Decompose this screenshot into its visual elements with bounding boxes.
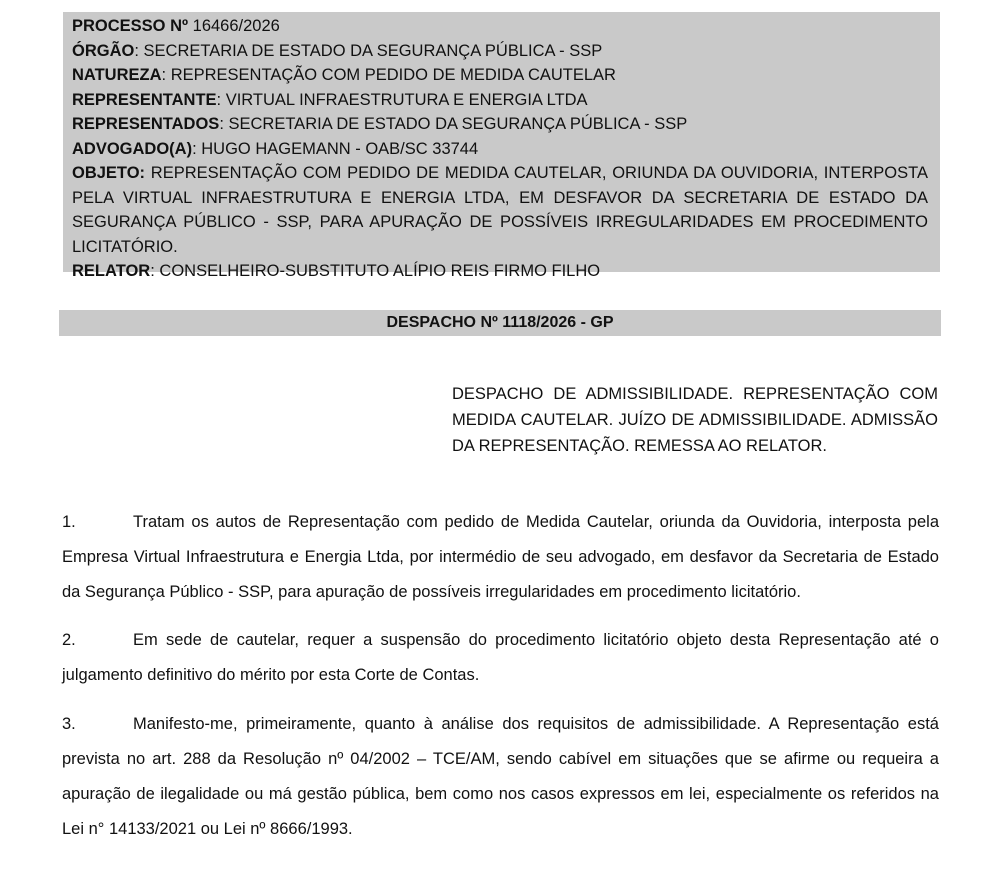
processo-label: PROCESSO Nº <box>72 17 189 35</box>
paragraph-1 <box>62 505 939 610</box>
natureza-label: NATUREZA <box>72 66 162 84</box>
objeto-label: OBJETO: <box>72 164 146 182</box>
natureza-value: : REPRESENTAÇÃO COM PEDIDO DE MEDIDA CAUTELAR <box>161 66 616 84</box>
relator-value: : CONSELHEIRO-SUBSTITUTO ALÍPIO REIS FIRMO FILHO <box>150 262 601 280</box>
paragraph-3 <box>62 707 939 847</box>
relator-label: RELATOR <box>72 262 151 280</box>
objeto-block <box>72 161 928 259</box>
advogado-label: ADVOGADO(A) <box>72 139 193 158</box>
orgao-line <box>72 39 928 64</box>
orgao-value: : SECRETARIA DE ESTADO DA SEGURANÇA PÚBLICA - SSP <box>134 41 603 60</box>
paragraph-text: Tratam os autos de Representação com pedido de Medida Cautelar, oriunda da Ouvidoria, interposta pela Empresa Virtual Infraestrutura e Energia Ltda, por intermédio de seu advogado, em desfavor da Secretaria de Estado da Segurança Público - SSP, para apuração de possíveis irregularidades em procedimento licitatório. <box>62 513 939 601</box>
paragraph-number: 1. <box>62 513 76 531</box>
representados-label: REPRESENTADOS <box>72 115 220 133</box>
representante-label: REPRESENTANTE <box>72 90 217 109</box>
advogado-value: : HUGO HAGEMANN - OAB/SC 33744 <box>192 139 479 158</box>
representados-value: : SECRETARIA DE ESTADO DA SEGURANÇA PÚBLICA - SSP <box>219 115 688 133</box>
advogado-line <box>72 137 928 162</box>
ementa-summary: DESPACHO DE ADMISSIBILIDADE. REPRESENTAÇÃO COM MEDIDA CAUTELAR. JUÍZO DE ADMISSIBILIDADE. ADMISSÃO DA REPRESENTAÇÃO. REMESSA AO RELATOR. <box>452 385 938 455</box>
paragraph-text: Em sede de cautelar, requer a suspensão do procedimento licitatório objeto desta Representação até o julgamento definitivo do mérito por esta Corte de Contas. <box>62 631 939 684</box>
representante-value: : VIRTUAL INFRAESTRUTURA E ENERGIA LTDA <box>216 90 588 109</box>
relator-line <box>72 259 928 284</box>
representados-line <box>72 112 928 137</box>
paragraph-number: 2. <box>62 631 76 649</box>
natureza-line <box>72 63 928 88</box>
processo-line <box>72 14 928 39</box>
objeto-value: REPRESENTAÇÃO COM PEDIDO DE MEDIDA CAUTELAR, ORIUNDA DA OUVIDORIA, INTERPOSTA PELA VIRTUAL INFRAESTRUTURA E ENERGIA LTDA, EM DESFAVOR DA SECRETARIA DE ESTADO DA SEGURANÇA PÚBLICO - SSP, PARA APURAÇÃO DE POSSÍVEIS IRREGULARIDADES EM PROCEDIMENTO LICITATÓRIO. <box>72 164 928 256</box>
paragraph-number: 3. <box>62 715 76 733</box>
orgao-label: ÓRGÃO <box>72 41 135 60</box>
paragraph-2 <box>62 623 939 693</box>
process-header-box <box>63 12 940 280</box>
paragraph-text: Manifesto-me, primeiramente, quanto à análise dos requisitos de admissibilidade. A Representação está prevista no art. 288 da Resolução nº 04/2002 – TCE/AM, sendo cabível em situações que se afirme ou requeira a apuração de ilegalidade ou má gestão pública, bem como nos casos expressos em lei, especialmente os referidos na Lei n° 14133/2021 ou Lei nº 8666/1993. <box>62 715 939 838</box>
processo-value: 16466/2026 <box>188 17 280 35</box>
document-title: DESPACHO Nº 1118/2026 - GP <box>59 310 941 336</box>
representante-line <box>72 88 928 113</box>
